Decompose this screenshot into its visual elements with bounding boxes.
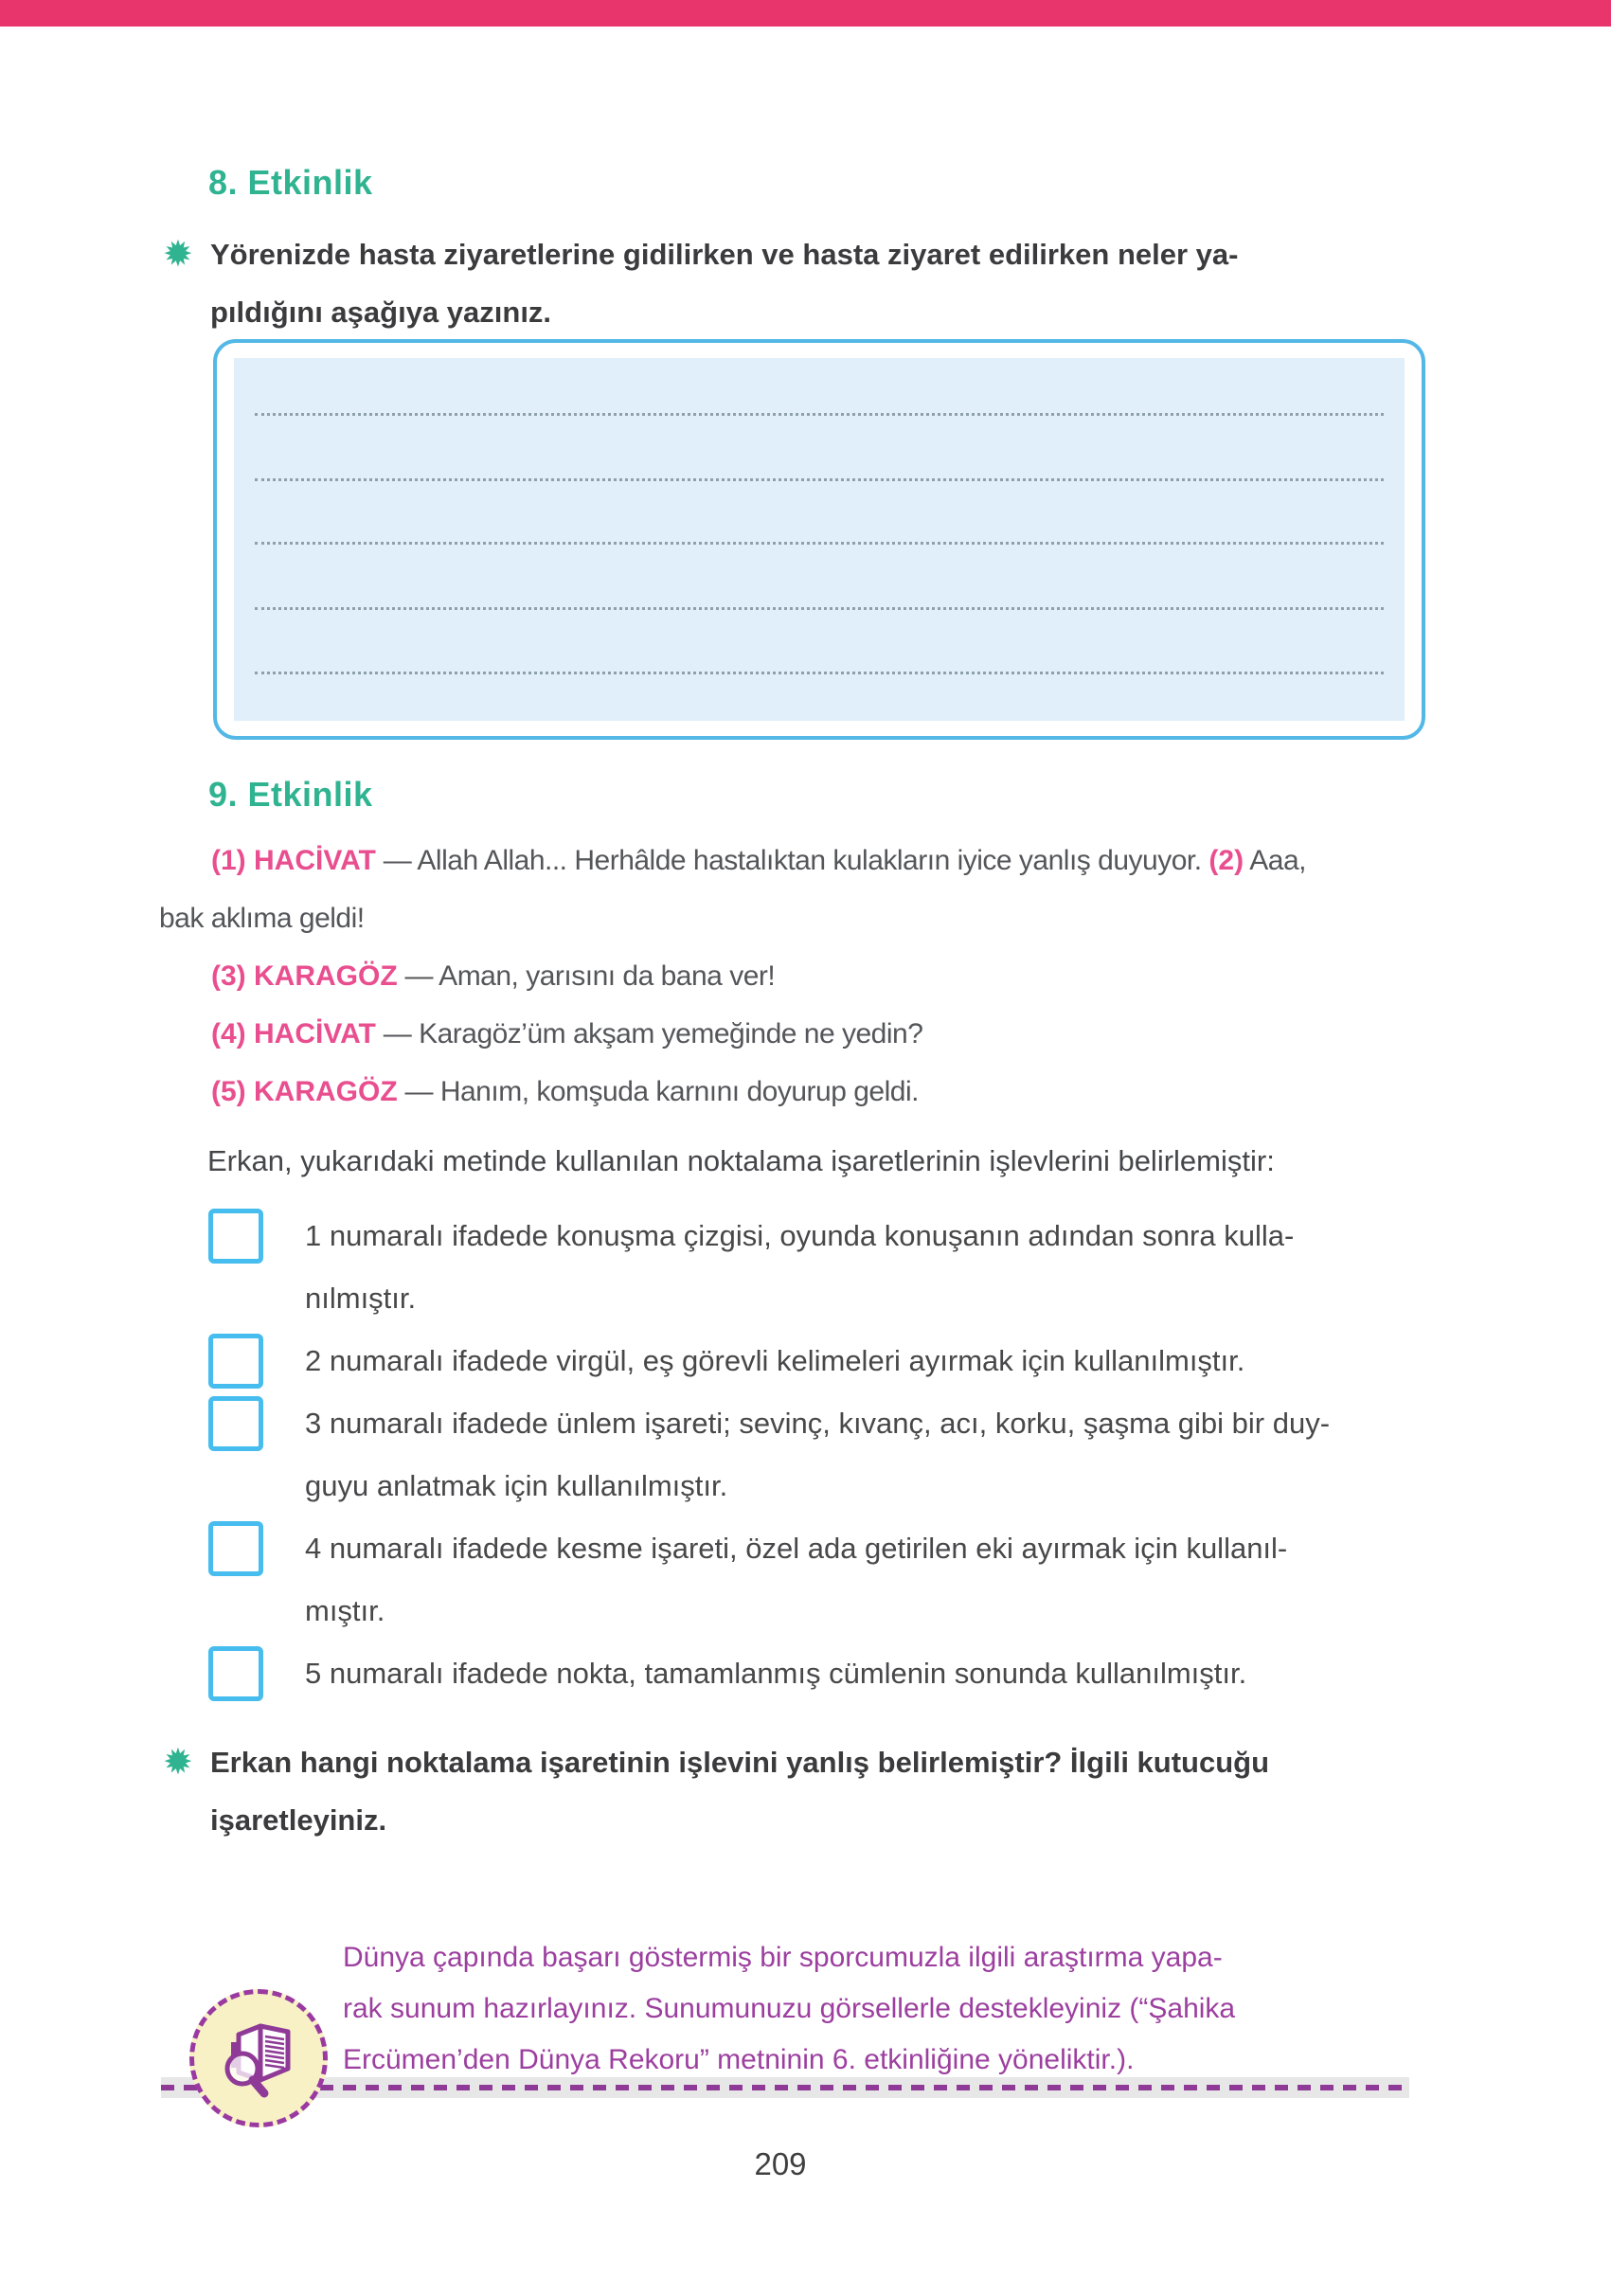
item-line: mıştır. [305,1594,385,1627]
answer-checkbox-1[interactable] [208,1209,263,1264]
dialogue-line-2: bak aklıma geldi! [159,903,365,934]
dialogue-text: — Karagöz’üm akşam yemeğinde ne yedin? [383,1018,923,1049]
checklist-intro: Erkan, yukarıdaki metinde kullanılan noktalama işaretlerinin işlevlerini belirlemiştir: [207,1144,1275,1177]
speaker-label: (3) KARAGÖZ [211,960,398,992]
research-note-line: rak sunum hazırlayınız. Sunumunuzu görsellerle destekleyiniz (“Şahika [343,1993,1236,2024]
answer-checkbox-2[interactable] [208,1334,263,1389]
checklist-item [208,1392,1330,1517]
dialogue-line-3 [159,947,1306,1005]
answer-checkbox-4[interactable] [208,1521,263,1576]
writing-line[interactable] [255,607,1384,610]
item-line: 1 numaralı ifadede konuşma çizgisi, oyunda konuşanın adından sonra kulla- [305,1219,1295,1252]
question-line: Erkan hangi noktalama işaretinin işlevini yanlış belirlemiştir? İlgili kutucuğu [210,1746,1270,1779]
checklist [208,1205,1330,1705]
instruction-line: pıldığını aşağıya yazınız. [210,296,552,329]
research-badge [189,1989,328,2127]
dialogue-text: Aaa, [1249,845,1306,876]
item-line: 2 numaralı ifadede virgül, eş görevli kelimeleri ayırmak için kullanılmıştır. [305,1344,1245,1377]
writing-area[interactable] [213,339,1425,740]
research-note [343,1932,1235,2086]
writing-line[interactable] [255,413,1384,416]
dialogue-line-4 [159,1005,1306,1063]
item-line: 3 numaralı ifadede ünlem işareti; sevinç, kıvanç, acı, korku, şaşma gibi bir duy- [305,1407,1331,1440]
checklist-item [208,1330,1330,1392]
dialogue-text: — Hanım, komşuda karnını doyurup geldi. [404,1076,919,1107]
dialogue-text: — Aman, yarısını da bana ver! [404,960,776,992]
starburst-bullet-icon: ✹ [163,233,193,275]
instruction-line: Yörenizde hasta ziyaretlerine gidilirken ve hasta ziyaret edilirken neler ya- [210,238,1239,271]
dialogue-text: — Allah Allah... Herhâlde hastalıktan kulakların iyice yanlış duyuyor. [383,845,1202,876]
dialogue-line-1 [159,832,1306,889]
instruction-text [210,225,1238,341]
activity-9-heading: 9. Etkinlik [208,775,373,814]
activity-9-question [163,1733,1269,1849]
checklist-item [208,1642,1330,1705]
checklist-item [208,1517,1330,1642]
checklist-item [208,1205,1330,1330]
top-accent-bar [0,0,1611,27]
answer-checkbox-5[interactable] [208,1646,263,1701]
writing-line[interactable] [255,672,1384,674]
research-note-line: Dünya çapında başarı göstermiş bir sporcumuzla ilgili araştırma yapa- [343,1942,1223,1973]
answer-checkbox-3[interactable] [208,1396,263,1451]
speaker-label: (5) KARAGÖZ [211,1076,398,1107]
writing-line[interactable] [255,478,1384,481]
writing-line[interactable] [255,542,1384,545]
speaker-label: (2) [1208,845,1244,876]
book-magnifier-icon [211,2011,306,2106]
question-text [210,1733,1269,1849]
question-line: işaretleyiniz. [210,1803,387,1837]
page-number: 209 [754,2146,807,2181]
dialogue-line-5 [159,1063,1306,1121]
item-line: 4 numaralı ifadede kesme işareti, özel ada getirilen eki ayırmak için kullanıl- [305,1532,1288,1565]
speaker-label: (4) HACİVAT [211,1018,376,1049]
item-line: 5 numaralı ifadede nokta, tamamlanmış cümlenin sonunda kullanılmıştır. [305,1657,1247,1690]
writing-area-paper[interactable] [234,358,1405,721]
starburst-bullet-icon: ✹ [163,1741,193,1783]
activity-8-heading: 8. Etkinlik [208,163,373,202]
dialogue-block [159,832,1306,1121]
speaker-label: (1) HACİVAT [211,845,376,876]
item-line: nılmıştır. [305,1282,417,1315]
activity-8-instruction [163,225,1238,341]
research-note-line: Ercümen’den Dünya Rekoru” metninin 6. etkinliğine yöneliktir.). [343,2044,1135,2075]
item-line: guyu anlatmak için kullanılmıştır. [305,1469,728,1502]
